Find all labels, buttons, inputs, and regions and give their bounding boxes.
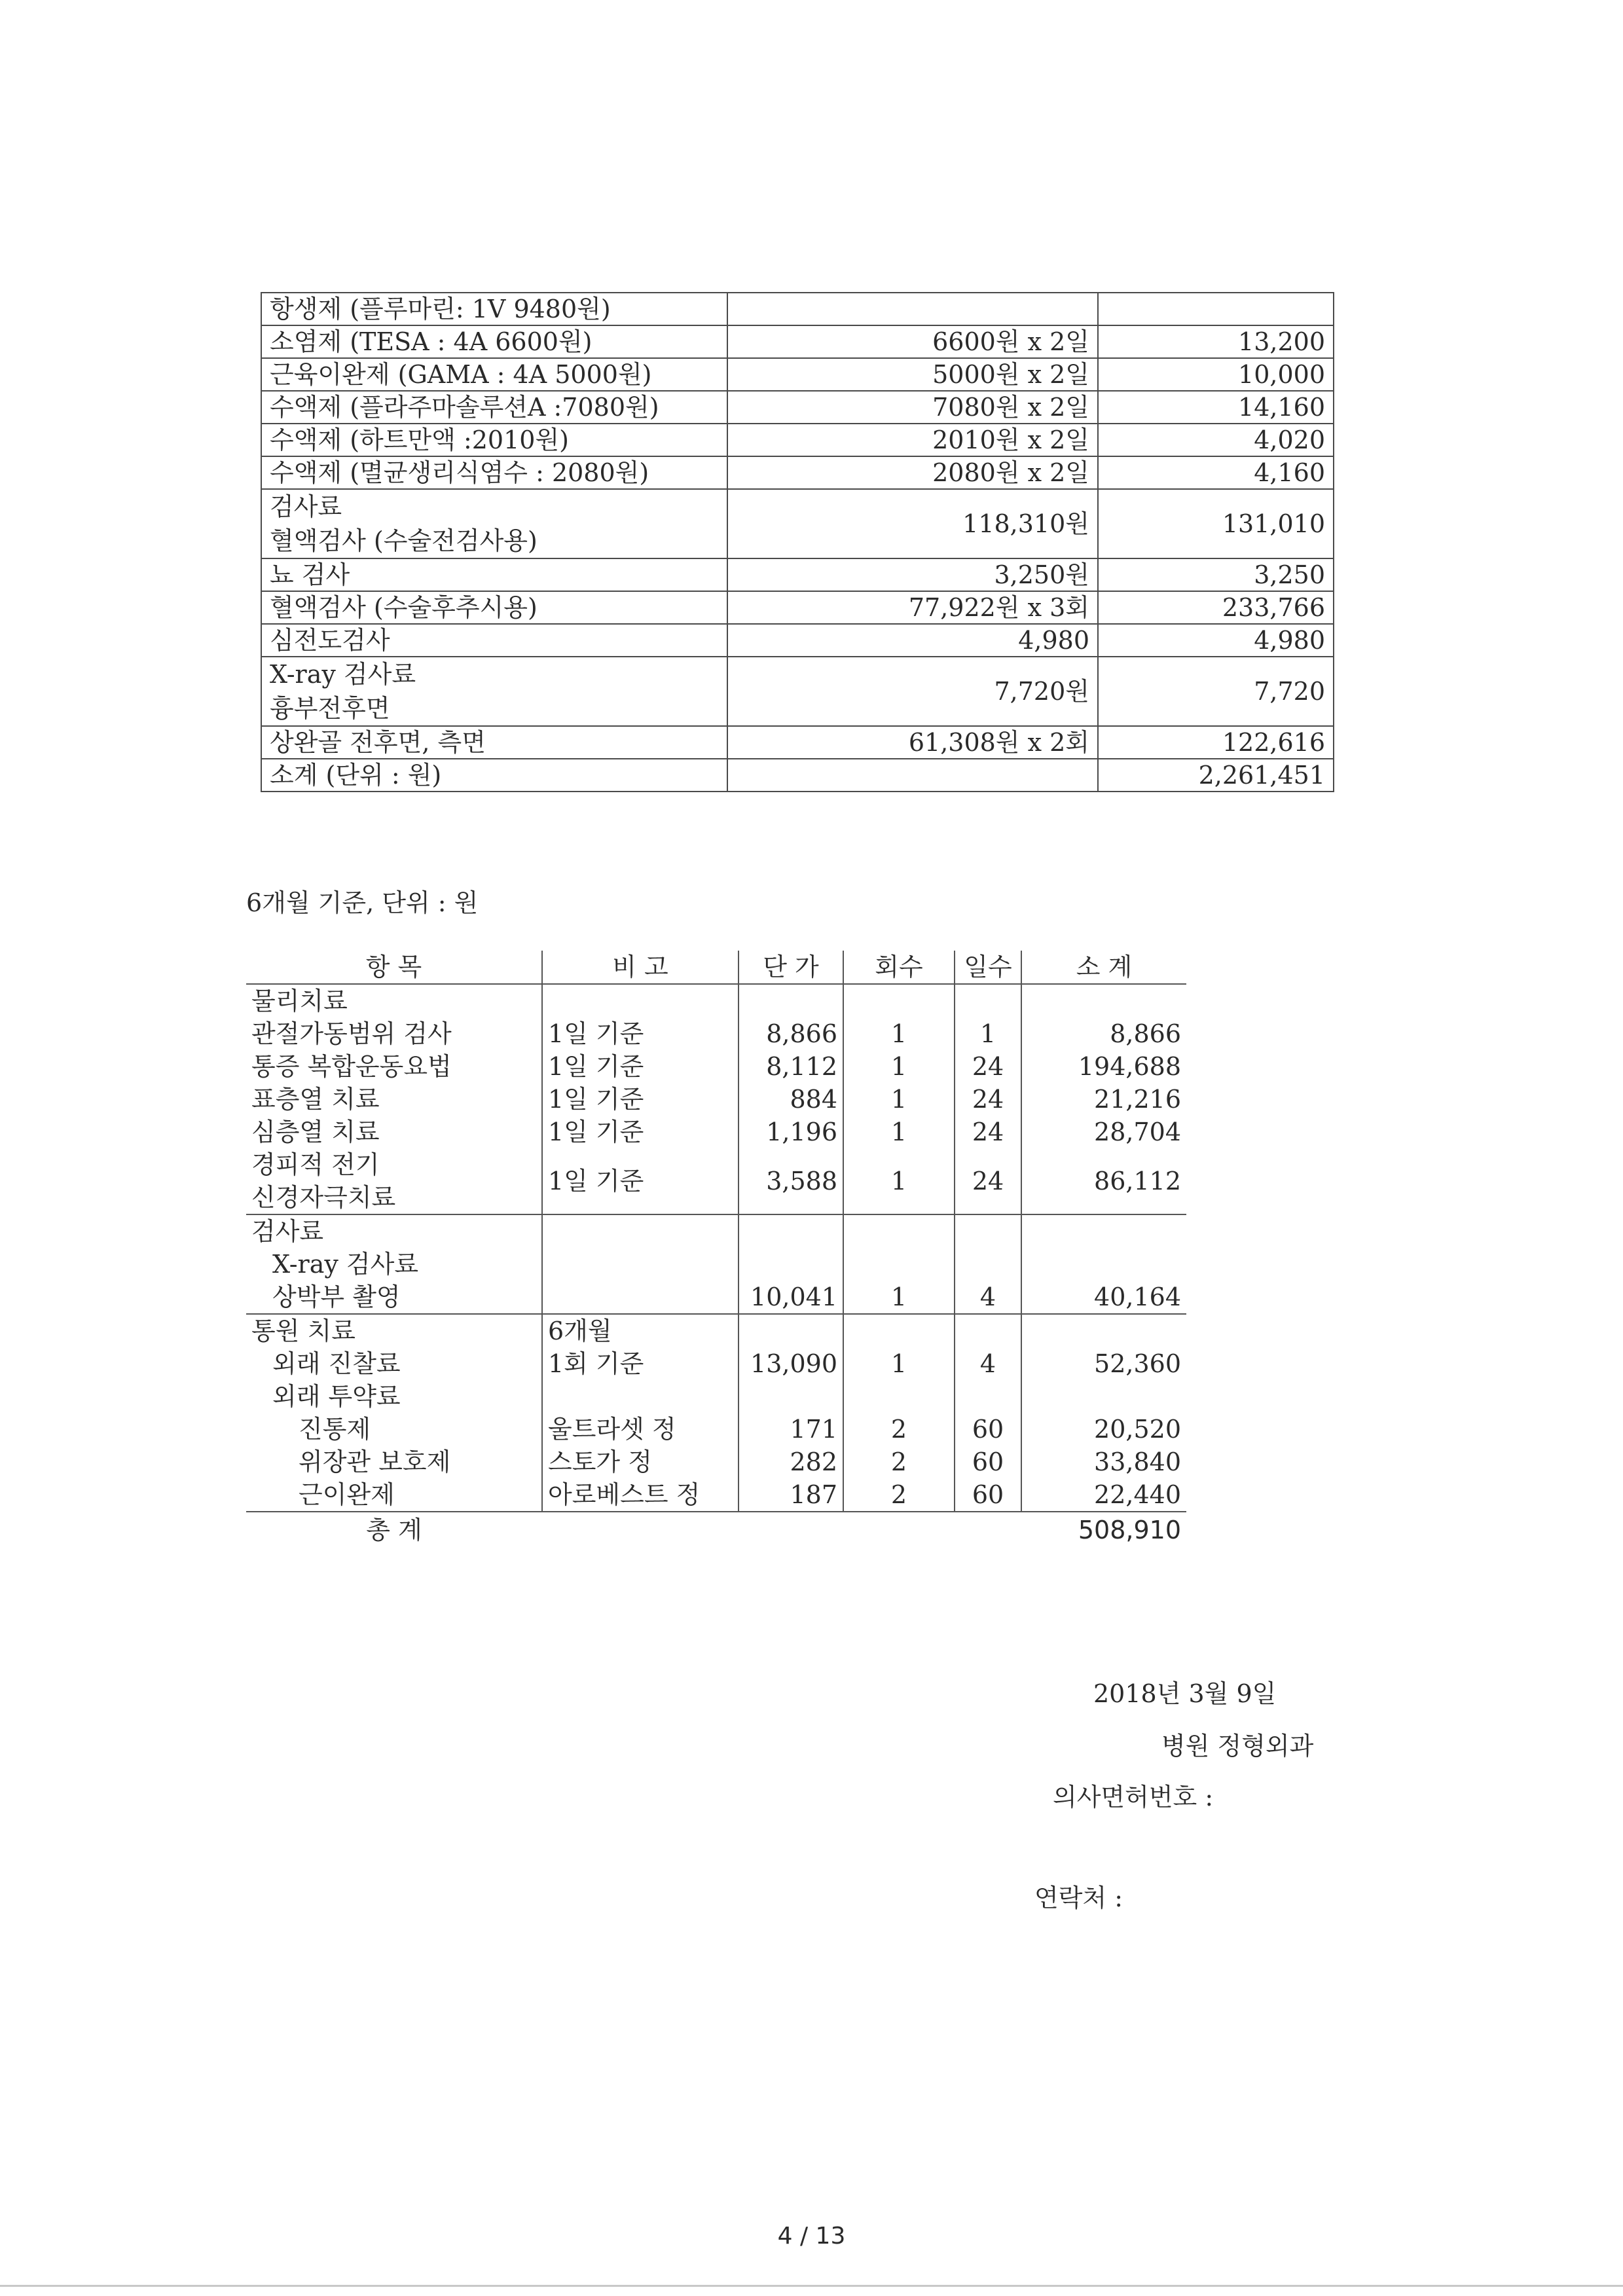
table-row: [246, 1050, 1186, 1083]
row-days: 4: [955, 1347, 1021, 1380]
row-times: 1: [843, 1148, 955, 1214]
row-subtotal: 21,216: [1021, 1083, 1186, 1116]
row-note: 1회 기준: [542, 1347, 739, 1380]
row-subtotal: [1021, 984, 1186, 1017]
cost-subtotal-label: 소계 (단위 : 원): [261, 759, 727, 792]
cost-item: [261, 489, 727, 558]
row-subtotal: [1021, 1380, 1186, 1413]
hospital-department: 병원 정형외과: [1161, 1732, 1314, 1760]
row-subtotal: 52,360: [1021, 1347, 1186, 1380]
table-row: [246, 1281, 1186, 1314]
cost-amount: [1098, 293, 1334, 325]
row-note: [542, 1248, 739, 1281]
cost-detail: 77,922원 x 3회: [727, 591, 1098, 624]
row-price: 187: [739, 1478, 843, 1512]
cost-amount: 10,000: [1098, 358, 1334, 391]
row-times: [843, 1314, 955, 1347]
row-times: 2: [843, 1446, 955, 1478]
row-note: [542, 1380, 739, 1413]
row-price: 884: [739, 1083, 843, 1116]
row-note: 아로베스트 정: [542, 1478, 739, 1512]
cost-row: [261, 358, 1334, 391]
row-subtotal: 33,840: [1021, 1446, 1186, 1478]
total-spacer: [955, 1512, 1021, 1548]
cost-item: 수액제 (멸균생리식염수 : 2080원): [261, 456, 727, 489]
cost-item: 수액제 (하트만액 :2010원): [261, 424, 727, 456]
cost-item: 상완골 전후면, 측면: [261, 726, 727, 759]
cost-amount: 131,010: [1098, 489, 1334, 558]
row-subtotal: 20,520: [1021, 1413, 1186, 1446]
cost-detail: 2010원 x 2일: [727, 424, 1098, 456]
row-item: 통원 치료: [246, 1314, 542, 1347]
header-item: 항 목: [246, 951, 542, 984]
cost-item: 수액제 (플라주마솔루션A :7080원): [261, 391, 727, 424]
total-spacer: [542, 1512, 739, 1548]
row-days: [955, 1314, 1021, 1347]
cost-subtotal-amount: 2,261,451: [1098, 759, 1334, 792]
cost-item: 항생제 (플루마린: 1V 9480원): [261, 293, 727, 325]
cost-amount: 13,200: [1098, 325, 1334, 358]
row-price: 8,112: [739, 1050, 843, 1083]
row-subtotal: 194,688: [1021, 1050, 1186, 1083]
header-price: 단 가: [739, 951, 843, 984]
table-row: [246, 1380, 1186, 1413]
row-times: [843, 984, 955, 1017]
row-price: [739, 1214, 843, 1248]
cost-item-sub: 혈액검사 (수술전검사용): [270, 526, 538, 555]
row-price: 282: [739, 1446, 843, 1478]
row-item: [246, 1148, 542, 1214]
cost-detail: 6600원 x 2일: [727, 325, 1098, 358]
row-item: 관절가동범위 검사: [251, 1019, 452, 1048]
table-row: [246, 1214, 1186, 1248]
row-subtotal: 28,704: [1021, 1116, 1186, 1148]
cost-detail: [727, 759, 1098, 792]
row-days: 24: [955, 1050, 1021, 1083]
license-number-label: 의사면허번호 :: [1053, 1783, 1214, 1812]
table-row: [246, 1148, 1186, 1214]
row-price: 13,090: [739, 1347, 843, 1380]
row-price: 1,196: [739, 1116, 843, 1148]
row-days: [955, 984, 1021, 1017]
row-subtotal: 40,164: [1021, 1281, 1186, 1314]
row-times: 1: [843, 1116, 955, 1148]
cost-row: [261, 624, 1334, 657]
row-subtotal: 8,866: [1021, 1017, 1186, 1050]
cost-detail: 3,250원: [727, 558, 1098, 591]
row-times: [843, 1248, 955, 1281]
treatment-table: [246, 951, 1186, 1548]
total-row: [246, 1512, 1186, 1548]
header-times: 회수: [843, 951, 955, 984]
row-price: [739, 1314, 843, 1347]
table-row: [246, 1314, 1186, 1347]
row-subtotal: 86,112: [1021, 1148, 1186, 1214]
row-item: 외래 진찰료: [272, 1349, 401, 1378]
row-days: [955, 1214, 1021, 1248]
table-row: [246, 1083, 1186, 1116]
cost-row: [261, 726, 1334, 759]
row-price: 8,866: [739, 1017, 843, 1050]
header-subtotal: 소 계: [1021, 951, 1186, 984]
table-row: [246, 1347, 1186, 1380]
cost-detail: 4,980: [727, 624, 1098, 657]
table-header-row: [246, 951, 1186, 984]
cost-item: 혈액검사 (수술후추시용): [261, 591, 727, 624]
cost-row: [261, 456, 1334, 489]
row-note: 6개월: [542, 1314, 739, 1347]
table-row: [246, 1413, 1186, 1446]
total-spacer: [843, 1512, 955, 1548]
row-price: 10,041: [739, 1281, 843, 1314]
row-days: 24: [955, 1116, 1021, 1148]
row-item-line1: 경피적 전기: [251, 1150, 380, 1179]
row-days: [955, 1380, 1021, 1413]
row-times: 1: [843, 1050, 955, 1083]
cost-row: [261, 293, 1334, 325]
cost-detail: 61,308원 x 2회: [727, 726, 1098, 759]
row-times: 1: [843, 1281, 955, 1314]
cost-detail: 2080원 x 2일: [727, 456, 1098, 489]
cost-item-group: X-ray 검사료: [270, 660, 416, 689]
cost-row: [261, 591, 1334, 624]
row-note: 스토가 정: [542, 1446, 739, 1478]
row-times: 2: [843, 1413, 955, 1446]
cost-item-group: 검사료: [270, 492, 342, 521]
header-note: 비 고: [542, 951, 739, 984]
row-note: [542, 1214, 739, 1248]
table-row: [246, 984, 1186, 1017]
row-item: 물리치료: [251, 987, 348, 1015]
row-subtotal: [1021, 1248, 1186, 1281]
row-price: 3,588: [739, 1148, 843, 1214]
row-item: 심층열 치료: [251, 1118, 380, 1146]
row-note: [542, 1281, 739, 1314]
row-note: 울트라셋 정: [542, 1413, 739, 1446]
cost-amount: 233,766: [1098, 591, 1334, 624]
cost-amount: 4,980: [1098, 624, 1334, 657]
cost-amount: 14,160: [1098, 391, 1334, 424]
table-row: [246, 1017, 1186, 1050]
cost-amount: 3,250: [1098, 558, 1334, 591]
row-days: 60: [955, 1478, 1021, 1512]
row-days: 24: [955, 1148, 1021, 1214]
cost-row: [261, 489, 1334, 558]
cost-item: 소염제 (TESA : 4A 6600원): [261, 325, 727, 358]
cost-detail: 118,310원: [727, 489, 1098, 558]
header-days: 일수: [955, 951, 1021, 984]
row-item: 위장관 보호제: [299, 1448, 451, 1476]
table-row: [246, 1248, 1186, 1281]
row-item-line2: 신경자극치료: [251, 1183, 396, 1212]
row-item: X-ray 검사료: [272, 1250, 419, 1279]
cost-subtotal-row: [261, 759, 1334, 792]
row-item: 진통제: [299, 1415, 371, 1444]
row-times: [843, 1214, 955, 1248]
cost-amount: 4,160: [1098, 456, 1334, 489]
row-days: 60: [955, 1413, 1021, 1446]
cost-amount: 7,720: [1098, 657, 1334, 726]
row-item: 외래 투약료: [272, 1382, 401, 1411]
row-times: 1: [843, 1083, 955, 1116]
cost-item: [261, 657, 727, 726]
row-times: 1: [843, 1347, 955, 1380]
cost-item: 뇨 검사: [261, 558, 727, 591]
cost-detail: [727, 293, 1098, 325]
row-subtotal: [1021, 1314, 1186, 1347]
cost-item: 심전도검사: [261, 624, 727, 657]
total-label: 총 계: [366, 1516, 422, 1544]
cost-detail: 5000원 x 2일: [727, 358, 1098, 391]
cost-amount: 4,020: [1098, 424, 1334, 456]
row-times: 1: [843, 1017, 955, 1050]
row-item: 검사료: [246, 1214, 542, 1248]
row-subtotal: 22,440: [1021, 1478, 1186, 1512]
cost-detail: 7,720원: [727, 657, 1098, 726]
total-spacer: [739, 1512, 843, 1548]
row-item: 표층열 치료: [251, 1085, 380, 1114]
row-days: 1: [955, 1017, 1021, 1050]
row-days: 24: [955, 1083, 1021, 1116]
row-subtotal: [1021, 1214, 1186, 1248]
row-note: 1일 기준: [542, 1116, 739, 1148]
table-row: [246, 1446, 1186, 1478]
row-price: [739, 1380, 843, 1413]
cost-table: [261, 292, 1334, 792]
row-times: 2: [843, 1478, 955, 1512]
cost-row: [261, 325, 1334, 358]
table-row: [246, 1116, 1186, 1148]
row-note: [542, 984, 739, 1017]
cost-amount: 122,616: [1098, 726, 1334, 759]
total-value: 508,910: [1078, 1516, 1181, 1544]
row-item: 근이완제: [246, 1478, 542, 1512]
cost-item: 근육이완제 (GAMA : 4A 5000원): [261, 358, 727, 391]
cost-detail: 7080원 x 2일: [727, 391, 1098, 424]
row-note: 1일 기준: [542, 1050, 739, 1083]
row-note: 1일 기준: [542, 1017, 739, 1050]
cost-row: [261, 424, 1334, 456]
cost-row: [261, 558, 1334, 591]
scan-edge-line: [0, 2285, 1623, 2287]
cost-row: [261, 391, 1334, 424]
table-caption: 6개월 기준, 단위 : 원: [246, 888, 479, 917]
row-price: [739, 1248, 843, 1281]
contact-label: 연락처 :: [1034, 1884, 1123, 1912]
row-days: 4: [955, 1281, 1021, 1314]
issue-date: 2018년 3월 9일: [1093, 1679, 1277, 1708]
row-note: 1일 기준: [542, 1083, 739, 1116]
row-item: 통증 복합운동요법: [251, 1052, 452, 1081]
row-note: 1일 기준: [542, 1148, 739, 1214]
cost-row: [261, 657, 1334, 726]
row-price: 171: [739, 1413, 843, 1446]
page-number: 4 / 13: [777, 2223, 846, 2250]
cost-item-sub: 흉부전후면: [270, 694, 390, 723]
row-days: 60: [955, 1446, 1021, 1478]
row-times: [843, 1380, 955, 1413]
row-price: [739, 984, 843, 1017]
row-days: [955, 1248, 1021, 1281]
row-item: 상박부 촬영: [272, 1283, 401, 1311]
table-row: [246, 1478, 1186, 1512]
